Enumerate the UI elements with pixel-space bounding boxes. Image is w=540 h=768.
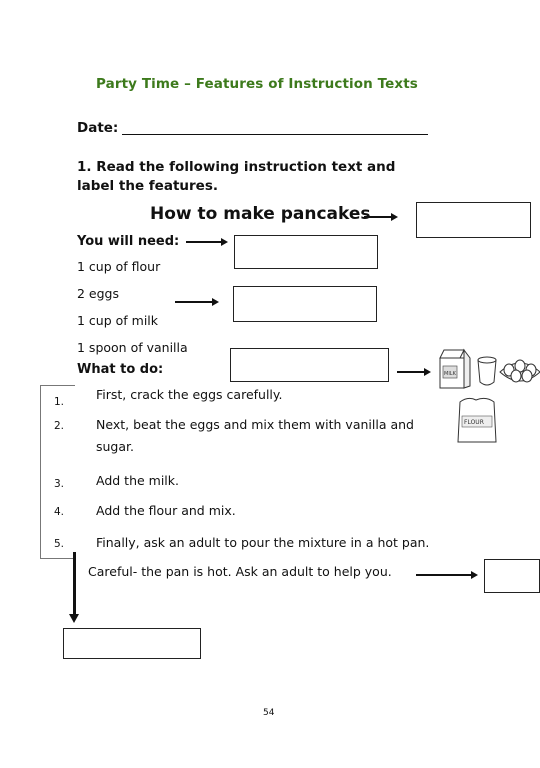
ingredients-pictures	[436, 346, 540, 446]
label-box-needs[interactable]	[234, 235, 378, 269]
arrow-steps-line	[73, 552, 76, 616]
label-box-warning[interactable]	[484, 559, 540, 593]
cup-icon	[478, 357, 496, 385]
label-box-heading[interactable]	[416, 202, 531, 238]
label-box-steps[interactable]	[63, 628, 201, 659]
page-number: 54	[263, 708, 275, 718]
step-number-column	[40, 385, 75, 559]
arrow-warning	[416, 574, 472, 576]
flour-bag-icon	[458, 398, 496, 442]
step-number: 2.	[54, 420, 65, 432]
ingredient-item: 1 cup of flour	[77, 259, 161, 274]
recipe-heading: How to make pancakes	[150, 204, 371, 224]
ingredient-item: 2 eggs	[77, 286, 119, 301]
date-label: Date:	[77, 120, 119, 136]
step-number: 4.	[54, 506, 65, 518]
arrow-head-warning	[471, 571, 478, 579]
eggs-icon	[500, 360, 540, 382]
step-number: 5.	[54, 538, 65, 550]
milk-carton-icon	[440, 350, 470, 388]
arrow-steps-head	[69, 614, 79, 623]
step-text: Add the milk.	[96, 473, 179, 488]
step-number: 1.	[54, 396, 65, 408]
ingredient-item: 1 cup of milk	[77, 313, 159, 328]
arrow-needs	[186, 241, 222, 243]
step-text: Finally, ask an adult to pour the mixture in a hot pan.	[96, 535, 430, 550]
arrow-head-needs	[221, 238, 228, 246]
arrow-head-ingredients	[212, 298, 219, 306]
step-number: 3.	[54, 478, 65, 490]
date-answer-line	[122, 134, 428, 135]
step-text: First, crack the eggs carefully.	[96, 387, 283, 402]
step-text: Add the flour and mix.	[96, 503, 236, 518]
step-text: Next, beat the eggs and mix them with vanilla and sugar.	[96, 417, 414, 454]
label-box-ingredients[interactable]	[233, 286, 377, 322]
milk-carton-text: MILK	[444, 371, 456, 377]
page-title: Party Time – Features of Instruction Texts	[96, 76, 418, 92]
warning-text: Careful- the pan is hot. Ask an adult to help you.	[88, 564, 392, 579]
you-will-need-label: You will need:	[77, 234, 180, 249]
label-box-method[interactable]	[230, 348, 389, 382]
arrow-heading	[364, 216, 392, 218]
arrow-head-heading	[391, 213, 398, 221]
ingredient-item: 1 spoon of vanilla	[77, 340, 188, 355]
what-to-do-label: What to do:	[77, 362, 164, 377]
flour-bag-text: FLOUR	[464, 419, 484, 426]
question-text: 1. Read the following instruction text and label the features.	[77, 159, 396, 194]
arrow-ingredients	[175, 301, 213, 303]
arrow-head-method	[424, 368, 431, 376]
arrow-method	[397, 371, 425, 373]
